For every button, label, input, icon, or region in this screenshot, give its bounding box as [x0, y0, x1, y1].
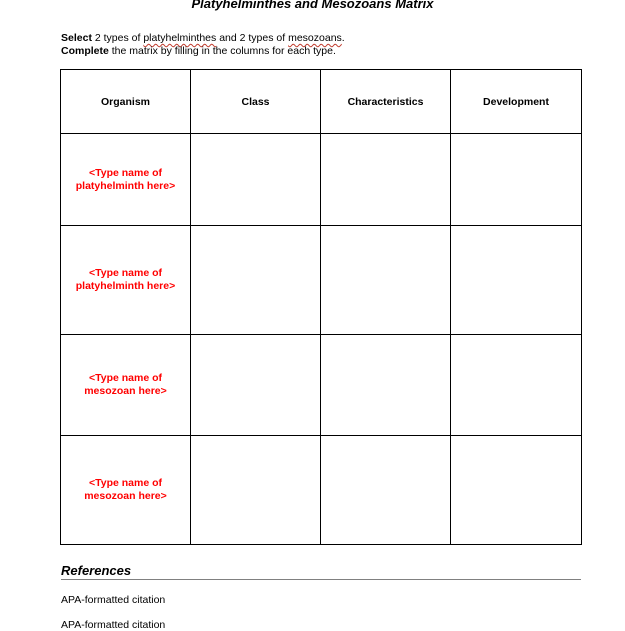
placeholder-line: mesozoan here>	[84, 490, 167, 502]
class-cell[interactable]	[191, 226, 321, 335]
table-row	[61, 134, 582, 226]
development-cell[interactable]	[451, 436, 582, 545]
reference-citation[interactable]: APA-formatted citation	[61, 594, 166, 606]
table-row	[61, 226, 582, 335]
matrix-table	[60, 69, 582, 545]
header-development: Development	[451, 70, 582, 134]
placeholder-line: platyhelminth here>	[75, 280, 176, 292]
instruction-select-keyword: Select	[61, 32, 92, 44]
organism-placeholder	[61, 167, 190, 193]
header-characteristics: Characteristics	[321, 70, 451, 134]
placeholder-line: <Type name of	[88, 166, 163, 179]
organism-cell[interactable]	[61, 335, 191, 436]
characteristics-cell[interactable]	[321, 134, 451, 226]
header-row	[61, 70, 582, 134]
organism-placeholder	[61, 477, 190, 503]
table-row	[61, 335, 582, 436]
characteristics-cell[interactable]	[321, 226, 451, 335]
spellcheck-term-mesozoans[interactable]: mesozoans	[288, 32, 342, 44]
organism-cell[interactable]	[61, 134, 191, 226]
development-cell[interactable]	[451, 134, 582, 226]
instruction-text: the matrix by filling in the columns for each type.	[108, 45, 336, 57]
spellcheck-term-platyhelminthes[interactable]: platyhelminthes	[143, 32, 217, 44]
placeholder-line: <Type name of	[88, 372, 163, 384]
class-cell[interactable]	[191, 335, 321, 436]
organism-cell[interactable]	[61, 436, 191, 545]
instruction-text: 2 types of	[91, 32, 144, 44]
instruction-text: and 2 types of	[216, 32, 289, 44]
instruction-line-complete	[61, 45, 336, 58]
placeholder-line: platyhelminth here>	[75, 179, 176, 192]
placeholder-line: mesozoan here>	[84, 385, 167, 397]
placeholder-line: <Type name of	[88, 477, 163, 489]
organism-placeholder	[61, 267, 190, 293]
document-title: Platyhelminthes and Mesozoans Matrix	[191, 0, 434, 11]
placeholder-line: <Type name of	[88, 267, 163, 279]
header-organism: Organism	[61, 70, 191, 134]
class-cell[interactable]	[191, 436, 321, 545]
instruction-text: .	[341, 32, 345, 44]
header-class: Class	[191, 70, 321, 134]
organism-placeholder	[61, 372, 190, 398]
characteristics-cell[interactable]	[321, 335, 451, 436]
class-cell[interactable]	[191, 134, 321, 226]
characteristics-cell[interactable]	[321, 436, 451, 545]
references-heading: References	[61, 563, 581, 580]
reference-citation[interactable]: APA-formatted citation	[61, 619, 166, 631]
development-cell[interactable]	[451, 226, 582, 335]
instruction-complete-keyword: Complete	[61, 45, 109, 57]
instruction-line-select	[61, 32, 345, 45]
development-cell[interactable]	[451, 335, 582, 436]
organism-cell[interactable]	[61, 226, 191, 335]
table-row	[61, 436, 582, 545]
